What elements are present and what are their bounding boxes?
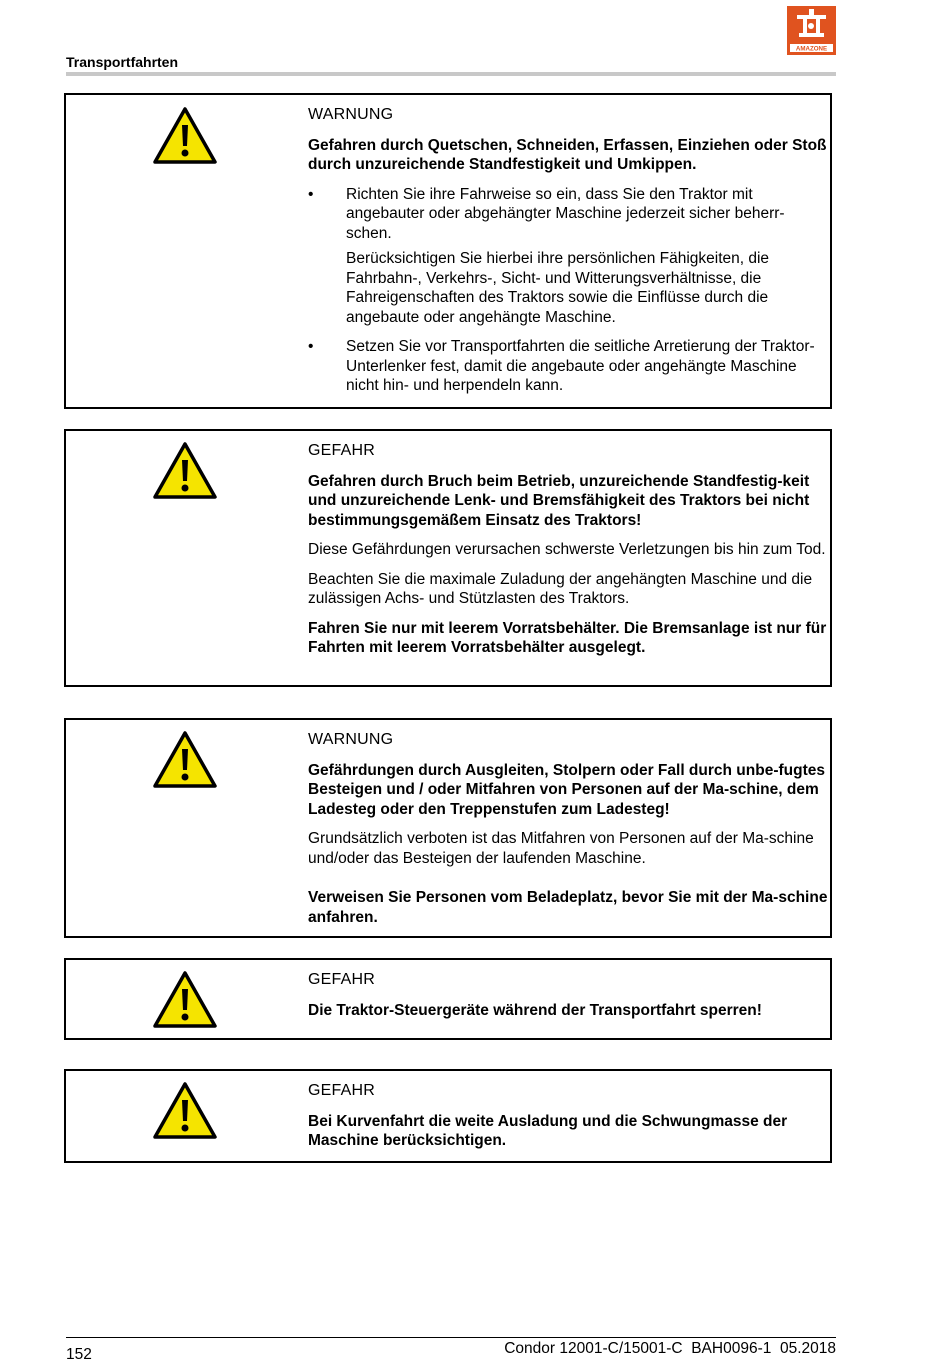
signal-word: GEFAHR (308, 442, 375, 459)
box-3-content (308, 730, 828, 937)
bullet-icon: • (308, 338, 314, 355)
consequence-text: Diese Gefährdungen verursachen schwerste Verletzungen bis hin zum Tod. (308, 541, 826, 558)
warning-triangle-icon (152, 1081, 218, 1141)
amazone-logo (787, 6, 836, 55)
instruction-subtext: Berücksichtigen Sie hierbei ihre persönlichen Fähigkeiten, die Fahrbahn-, Verkehrs-, Sicht- und Witterungsverhältnisse, die Fahreigenschaften des Traktors sowie die Einflüsse durch die angebaute oder angehängte Maschine. (346, 250, 770, 326)
danger-box-2 (64, 429, 832, 687)
signal-word: GEFAHR (308, 971, 375, 988)
warning-box-3 (64, 718, 832, 938)
header-divider (66, 72, 836, 76)
hazard-headline: Gefahren durch Bruch beim Betrieb, unzureichende Standfestig-keit und unzureichende Lenk- und Bremsfähigkeit des Traktors bei nicht bestimmungsgemäßem Einsatz des Traktors! (308, 472, 810, 529)
list-item (308, 337, 828, 396)
signal-word: WARNUNG (308, 731, 394, 748)
logo-text: AMAZONE (795, 45, 828, 53)
hazard-headline: Gefahren durch Quetschen, Schneiden, Erfassen, Einziehen oder Stoß durch unzureichende Standfestigkeit und Umkippen. (308, 136, 827, 173)
section-title: Transportfahrten (66, 54, 179, 70)
warning-triangle-icon (152, 106, 218, 166)
instruction-text: Richten Sie ihre Fahrweise so ein, dass Sie den Traktor mit angebauter oder abgehängter Maschine jederzeit sicher beherr-schen. (346, 185, 785, 242)
box-1-content (308, 105, 828, 406)
instruction-text: Setzen Sie vor Transportfahrten die seitliche Arretierung der Traktor-Unterlenker fest, damit die angebaute oder angehängte Maschine nicht hin- und herpendeln kann. (346, 338, 815, 394)
document-reference: Condor 12001-C/15001-C BAH0096-1 05.2018 (504, 1340, 836, 1357)
footer-divider (66, 1337, 836, 1338)
warning-triangle-icon (152, 441, 218, 501)
box-4-content (308, 970, 828, 1030)
warning-triangle-icon (152, 970, 218, 1030)
danger-box-5 (64, 1069, 832, 1163)
list-item (308, 185, 828, 328)
warning-triangle-icon (152, 730, 218, 790)
warning-box-1 (64, 93, 832, 409)
box-2-content (308, 441, 828, 668)
instruction-list (308, 185, 828, 396)
hazard-headline: Die Traktor-Steuergeräte während der Transportfahrt sperren! (308, 1001, 762, 1019)
box-5-content (308, 1081, 828, 1161)
instruction-text: Beachten Sie die maximale Zuladung der angehängten Maschine und die zulässigen Achs- und Stützlasten des Traktors. (308, 570, 813, 607)
signal-word: WARNUNG (308, 106, 394, 123)
instruction-bold: Verweisen Sie Personen vom Beladeplatz, bevor Sie mit der Ma-schine anfahren. (308, 889, 828, 926)
consequence-text: Grundsätzlich verboten ist das Mitfahren von Personen auf der Ma-schine und/oder das Besteigen der laufenden Maschine. (308, 830, 814, 867)
danger-box-4 (64, 958, 832, 1040)
page-number: 152 (66, 1346, 92, 1363)
hazard-headline: Gefährdungen durch Ausgleiten, Stolpern oder Fall durch unbe-fugtes Besteigen und / oder Mitfahren von Personen auf der Ma-schine, dem Ladesteg oder den Treppenstufen zum Ladesteg! (308, 761, 825, 818)
bullet-icon: • (308, 185, 314, 203)
instruction-bold: Fahren Sie nur mit leerem Vorratsbehälter. Die Bremsanlage ist nur für Fahrten mit leerem Vorratsbehälter ausgelegt. (308, 619, 827, 656)
signal-word: GEFAHR (308, 1082, 375, 1099)
hazard-headline: Bei Kurvenfahrt die weite Ausladung und die Schwungmasse der Maschine berücksichtigen. (308, 1112, 788, 1149)
